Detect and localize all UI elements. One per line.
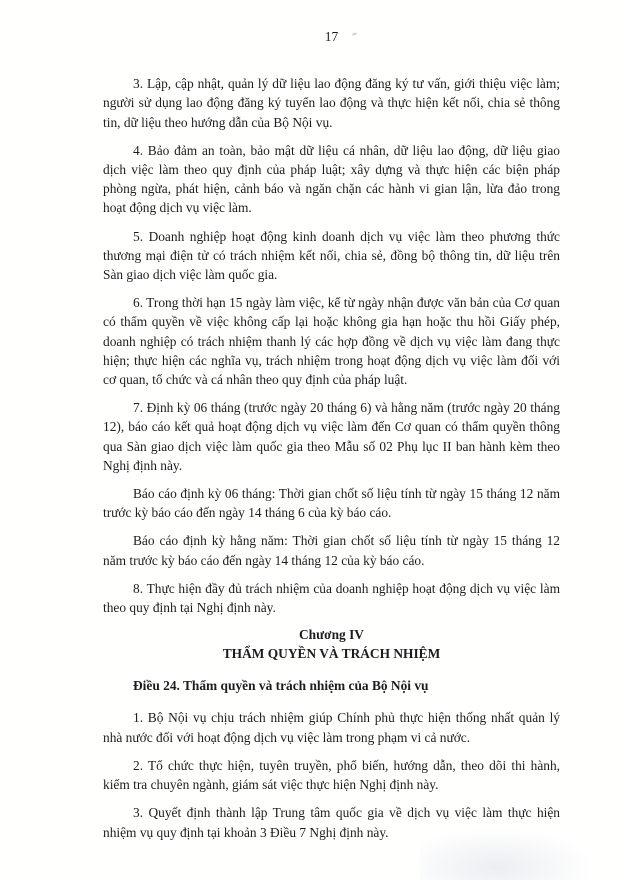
article-24-paragraph-3: 3. Quyết định thành lập Trung tâm quốc gia về dịch vụ việc làm thực hiện nhiệm vụ quy định tại khoản 3 Điều 7 Nghị định này. [103,805,560,840]
paragraph-report-annual: Báo cáo định kỳ hằng năm: Thời gian chốt số liệu tính từ ngày 15 tháng 12 năm trước kỳ báo cáo đến ngày 14 tháng 12 của kỳ báo cáo. [103,533,560,568]
chapter-heading [103,626,560,662]
paragraph-item-8: 8. Thực hiện đầy đủ trách nhiệm của doanh nghiệp hoạt động dịch vụ việc làm theo quy định tại Nghị định này. [103,580,560,616]
article-24-paragraph-1: 1. Bộ Nội vụ chịu trách nhiệm giúp Chính phủ thực hiện thống nhất quản lý nhà nước đối với hoạt động dịch vụ việc làm trong phạm vi cả nước. [103,710,560,745]
paragraph-item-7: 7. Định kỳ 06 tháng (trước ngày 20 tháng 6) và hằng năm (trước ngày 20 tháng 12), báo cáo kết quả hoạt động dịch vụ việc làm đến Cơ quan có thẩm quyền thông qua Sàn giao dịch việc làm quốc gia theo Mẫu số 02 Phụ lục II ban hành kèm theo Nghị định này. [103,400,560,473]
chapter-title: THẨM QUYỀN VÀ TRÁCH NHIỆM [222,645,441,661]
paragraph-item-3: 3. Lập, cập nhật, quản lý dữ liệu lao động đăng ký tư vấn, giới thiệu việc làm; người sử dụng lao động đăng ký tuyển lao động và thực hiện kết nối, chia sẻ thông tin, dữ liệu theo hướng dẫn của Bộ Nội vụ. [103,76,560,130]
paragraph-report-6-month: Báo cáo định kỳ 06 tháng: Thời gian chốt số liệu tính từ ngày 15 tháng 12 năm trước kỳ báo cáo đến ngày 14 tháng 6 của kỳ báo cáo. [103,486,560,521]
chapter-label: Chương IV [299,627,364,643]
article-24-heading: Điều 24. Thẩm quyền và trách nhiệm của Bộ Nội vụ [133,678,429,694]
article-24-paragraph-2: 2. Tổ chức thực hiện, tuyên truyền, phổ biến, hướng dẫn, theo dõi thi hành, kiểm tra chuyên ngành, giám sát việc thực hiện Nghị định này. [103,757,560,793]
paragraph-item-4: 4. Bảo đảm an toàn, bảo mật dữ liệu cá nhân, dữ liệu lao động, dữ liệu giao dịch việc làm theo quy định của pháp luật; xây dựng và thực hiện các biện pháp phòng ngừa, phát hiện, cảnh báo và ngăn chặn các hành vi gian lận, lừa đảo trong hoạt động dịch vụ việc làm. [103,142,560,216]
paragraph-item-5: 5. Doanh nghiệp hoạt động kinh doanh dịch vụ việc làm theo phương thức thương mại điện tử có trách nhiệm kết nối, chia sẻ, đồng bộ thông tin, dữ liệu trên Sàn giao dịch việc làm quốc gia. [103,228,560,283]
paragraph-item-6: 6. Trong thời hạn 15 ngày làm việc, kể từ ngày nhận được văn bản của Cơ quan có thẩm quyền về việc không cấp lại hoặc không gia hạn hoặc thu hồi Giấy phép, doanh nghiệp có trách nhiệm thanh lý các hợp đồng về dịch vụ việc làm đang thực hiện; thực hiện các nghĩa vụ, trách nhiệm trong hoạt động dịch vụ việc làm đối với cơ quan, tổ chức và cá nhân theo quy định của pháp luật. [103,295,560,388]
document-content [103,27,560,851]
page-number: 17 [324,29,339,44]
